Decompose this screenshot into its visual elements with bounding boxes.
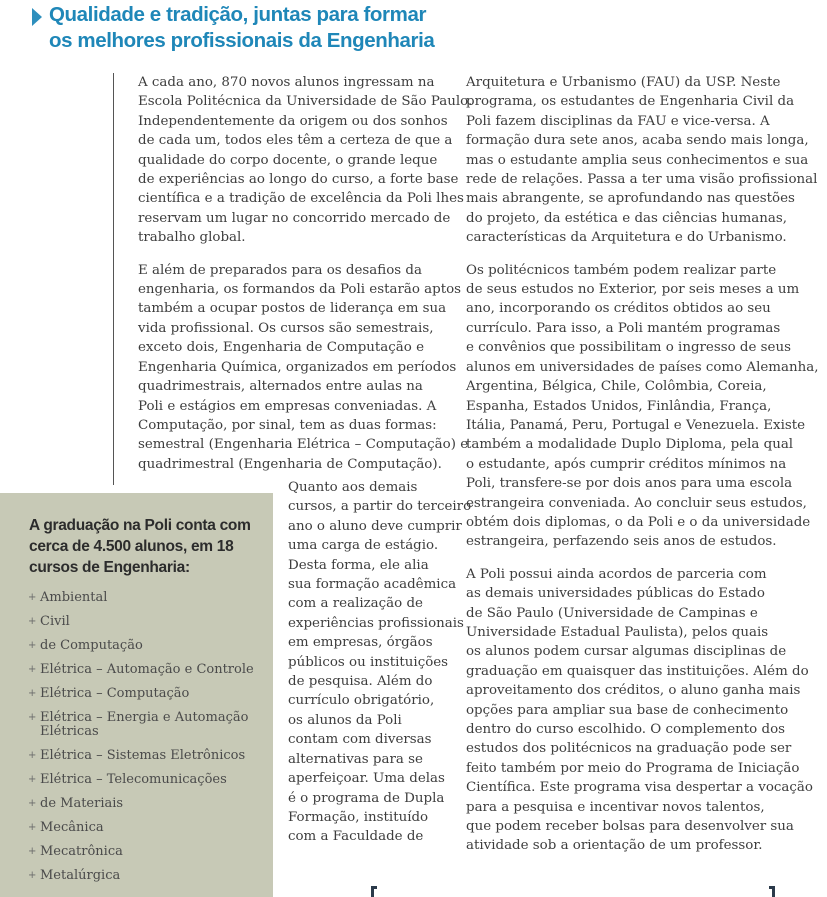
arrow-icon: [32, 8, 42, 26]
course-label: Elétrica – Computação: [40, 686, 190, 701]
text-line: aperfeiçoar. Uma delas: [288, 771, 445, 787]
paragraph: [466, 261, 819, 552]
text-line: Escola Politécnica da Universidade de São Paulo.: [138, 94, 473, 110]
text-line: sua formação acadêmica: [288, 577, 457, 593]
bullet-icon: +: [28, 846, 37, 857]
course-label: Ambiental: [40, 590, 108, 605]
course-label: Elétricas: [40, 724, 99, 739]
box-frame-corners: [371, 886, 775, 897]
text-line: contam com diversas: [288, 732, 432, 748]
text-line: Independentemente da origem ou dos sonhos: [138, 113, 448, 129]
bullet-icon: +: [28, 616, 37, 627]
text-line: com a Faculdade de: [288, 829, 424, 845]
text-line: os alunos podem cursar algumas disciplinas de: [466, 644, 787, 660]
text-line: exceto dois, Engenharia de Computação e: [138, 340, 424, 356]
text-line: Engenharia Química, organizados em períodos: [138, 359, 457, 375]
paragraph: [138, 261, 469, 474]
text-line: qualidade do corpo docente, o grande leque: [138, 152, 438, 168]
course-label: Elétrica – Sistemas Eletrônicos: [40, 748, 246, 763]
text-line: aproveitamento dos créditos, o aluno ganha mais: [466, 683, 801, 699]
text-line: feito também por meio do Programa de Iniciação: [466, 760, 800, 776]
text-line: alternativas para se: [288, 751, 423, 767]
text-line: estudos dos politécnicos na graduação pode ser: [466, 741, 792, 757]
course-label: Civil: [40, 614, 70, 629]
text-line: A graduação na Poli conta com: [29, 517, 251, 534]
paragraph: [138, 73, 473, 248]
text-line: os alunos da Poli: [288, 712, 402, 728]
bullet-icon: +: [28, 798, 37, 809]
course-label: Mecânica: [40, 820, 104, 835]
text-line: vida profissional. Os cursos são semestrais,: [138, 320, 434, 336]
bullet-icon: +: [28, 592, 37, 603]
bullet-icon: +: [28, 688, 37, 699]
text-line: ano, incorporando os créditos obtidos ao seu: [466, 301, 771, 317]
text-line: quadrimestrais, alternados entre aulas na: [138, 379, 423, 395]
text-line: também a ocupar postos de liderança em sua: [138, 301, 447, 317]
text-line: ano o aluno deve cumprir: [288, 518, 462, 534]
paragraph: [466, 73, 818, 248]
paragraph: [466, 565, 813, 856]
text-line: obtém dois diplomas, o da Poli e o da universidade: [466, 514, 811, 530]
text-line: dentro do curso escolhido. O complemento dos: [466, 722, 786, 737]
sidebar-intro: [29, 515, 269, 578]
course-label: Elétrica – Energia e Automação: [40, 710, 249, 725]
text-line: cerca de 4.500 alunos, em 18: [29, 538, 234, 555]
frame-corner-right: [769, 886, 775, 897]
course-label: Elétrica – Automação e Controle: [40, 662, 254, 677]
course-label: Metalúrgica: [40, 868, 121, 883]
course-item: [28, 615, 268, 629]
course-label: de Computação: [40, 638, 143, 653]
text-line: mas o estudante amplia seus conhecimentos e sua: [466, 152, 809, 168]
text-line: uma carga de estágio.: [288, 538, 439, 554]
text-line: com a realização de: [288, 596, 423, 612]
text-line: é o programa de Dupla: [288, 790, 445, 806]
text-line: Computação, por sinal, tem as duas formas:: [138, 417, 437, 433]
bullet-icon: +: [28, 664, 37, 675]
bullet-icon: +: [28, 750, 37, 761]
text-line: que podem receber bolsas para desenvolver sua: [466, 819, 794, 835]
text-column-1: [138, 73, 473, 487]
course-item: [28, 845, 268, 859]
text-line: Poli fazem disciplinas da FAU e vice-versa. A: [466, 113, 770, 129]
text-line: Quanto aos demais: [288, 480, 418, 495]
text-line: currículo obrigatório,: [288, 693, 435, 709]
bullet-icon: +: [28, 822, 37, 833]
frame-corner-left: [371, 886, 377, 897]
text-line: e convênios que possibilitam o ingresso de seus: [466, 340, 791, 356]
text-line: de São Paulo (Universidade de Campinas e: [466, 605, 758, 621]
text-line: Os politécnicos também podem realizar parte: [466, 262, 777, 278]
text-line: públicos ou instituições: [288, 654, 449, 670]
text-line: de seus estudos no Exterior, por seis meses a um: [466, 282, 800, 298]
text-line: E além de preparados para os desafios da: [138, 262, 422, 278]
article-headline: [32, 2, 435, 54]
paragraph: [288, 478, 472, 847]
text-line: rede de relações. Passa a ter uma visão profissional: [466, 172, 818, 188]
course-label: Elétrica – Telecomunicações: [40, 772, 227, 787]
text-line: também a modalidade Duplo Diploma, pela qual: [466, 437, 794, 453]
text-line: A cada ano, 870 novos alunos ingressam na: [138, 75, 435, 90]
bullet-icon: +: [28, 640, 37, 651]
course-item: [28, 711, 268, 739]
text-line: programa, os estudantes de Engenharia Civil da: [466, 94, 795, 110]
course-item: [28, 639, 268, 653]
text-line: para a pesquisa e incentivar novos talentos,: [466, 799, 765, 815]
text-line: semestral (Engenharia Elétrica – Computação) e: [138, 437, 469, 453]
bullet-icon: +: [28, 774, 37, 785]
text-line: de experiências ao longo do curso, a forte base: [138, 172, 459, 188]
text-line: Desta forma, ele alia: [288, 557, 429, 573]
text-line: de pesquisa. Além do: [288, 674, 433, 690]
text-line: Poli e estágios em empresas conveniadas. A: [138, 398, 437, 414]
bullet-icon: +: [28, 870, 37, 881]
text-line: em empresas, órgãos: [288, 635, 433, 651]
text-line: Formação, instituído: [288, 809, 429, 825]
text-line: atividade sob a orientação de um professor.: [466, 838, 763, 854]
text-line: Espanha, Estados Unidos, Finlândia, França,: [466, 398, 772, 414]
text-line: reservam um lugar no concorrido mercado de: [138, 210, 451, 226]
course-item: [28, 773, 268, 787]
text-line: Argentina, Bélgica, Chile, Colômbia, Coreia,: [466, 379, 767, 395]
text-line: alunos em universidades de países como Alemanha,: [466, 359, 819, 375]
text-line: Universidade Estadual Paulista), pelos quais: [466, 624, 769, 640]
text-line: Poli, transfere-se por dois anos para uma escola: [466, 476, 793, 492]
text-line: formação dura sete anos, acaba sendo mais longa,: [466, 133, 809, 149]
text-line: Científica. Este programa visa despertar a vocação: [466, 780, 813, 796]
text-line: o estudante, após cumprir créditos mínimos na: [466, 456, 787, 472]
text-line: Arquitetura e Urbanismo (FAU) da USP. Neste: [466, 75, 781, 90]
text-line: características da Arquitetura e do Urbanismo.: [466, 230, 787, 246]
headline-line-1: Qualidade e tradição, juntas para formar: [49, 3, 427, 26]
text-line: graduação em quaisquer das instituições. Além do: [466, 663, 809, 679]
text-line: trabalho global.: [138, 230, 246, 246]
text-line: opções para ampliar sua base de conhecimento: [466, 702, 789, 718]
text-line: estrangeira conveniada. Ao concluir seus estudos,: [466, 495, 807, 511]
text-line: cursos de Engenharia:: [29, 559, 190, 576]
text-line: científica e a tradição de excelência da Poli lhes: [138, 191, 464, 207]
course-item: [28, 749, 268, 763]
text-line: cursos, a partir do terceiro: [288, 499, 472, 515]
text-line: Itália, Panamá, Peru, Portugal e Venezuela. Existe: [466, 417, 806, 433]
course-item: [28, 869, 268, 883]
text-line: do projeto, da estética e das ciências humanas,: [466, 210, 788, 226]
text-line: as demais universidades públicas do Estado: [466, 586, 765, 602]
text-line: de cada um, todos eles têm a certeza de que a: [138, 133, 453, 149]
course-item: [28, 663, 268, 677]
course-list: [28, 591, 268, 893]
courses-sidebar: [0, 493, 273, 897]
bullet-icon: +: [28, 712, 37, 723]
column-divider: [113, 73, 114, 485]
headline-line-2: os melhores profissionais da Engenharia: [49, 29, 435, 52]
text-line: mais abrangente, se aprofundando nas questões: [466, 191, 795, 207]
course-label: Mecatrônica: [40, 844, 123, 859]
course-label: de Materiais: [40, 796, 124, 811]
course-item: [28, 591, 268, 605]
text-line: experiências profissionais: [288, 615, 464, 631]
text-line: estrangeira, perfazendo seis anos de estudos.: [466, 534, 777, 550]
text-line: engenharia, os formandos da Poli estarão aptos: [138, 282, 462, 298]
text-line: currículo. Para isso, a Poli mantém programas: [466, 320, 781, 336]
text-line: quadrimestral (Engenharia de Computação).: [138, 456, 442, 472]
course-item: [28, 821, 268, 835]
text-column-middle: [288, 478, 472, 860]
course-item: [28, 797, 268, 811]
course-item: [28, 687, 268, 701]
text-column-2: [466, 73, 819, 869]
text-line: A Poli possui ainda acordos de parceria com: [466, 566, 767, 582]
